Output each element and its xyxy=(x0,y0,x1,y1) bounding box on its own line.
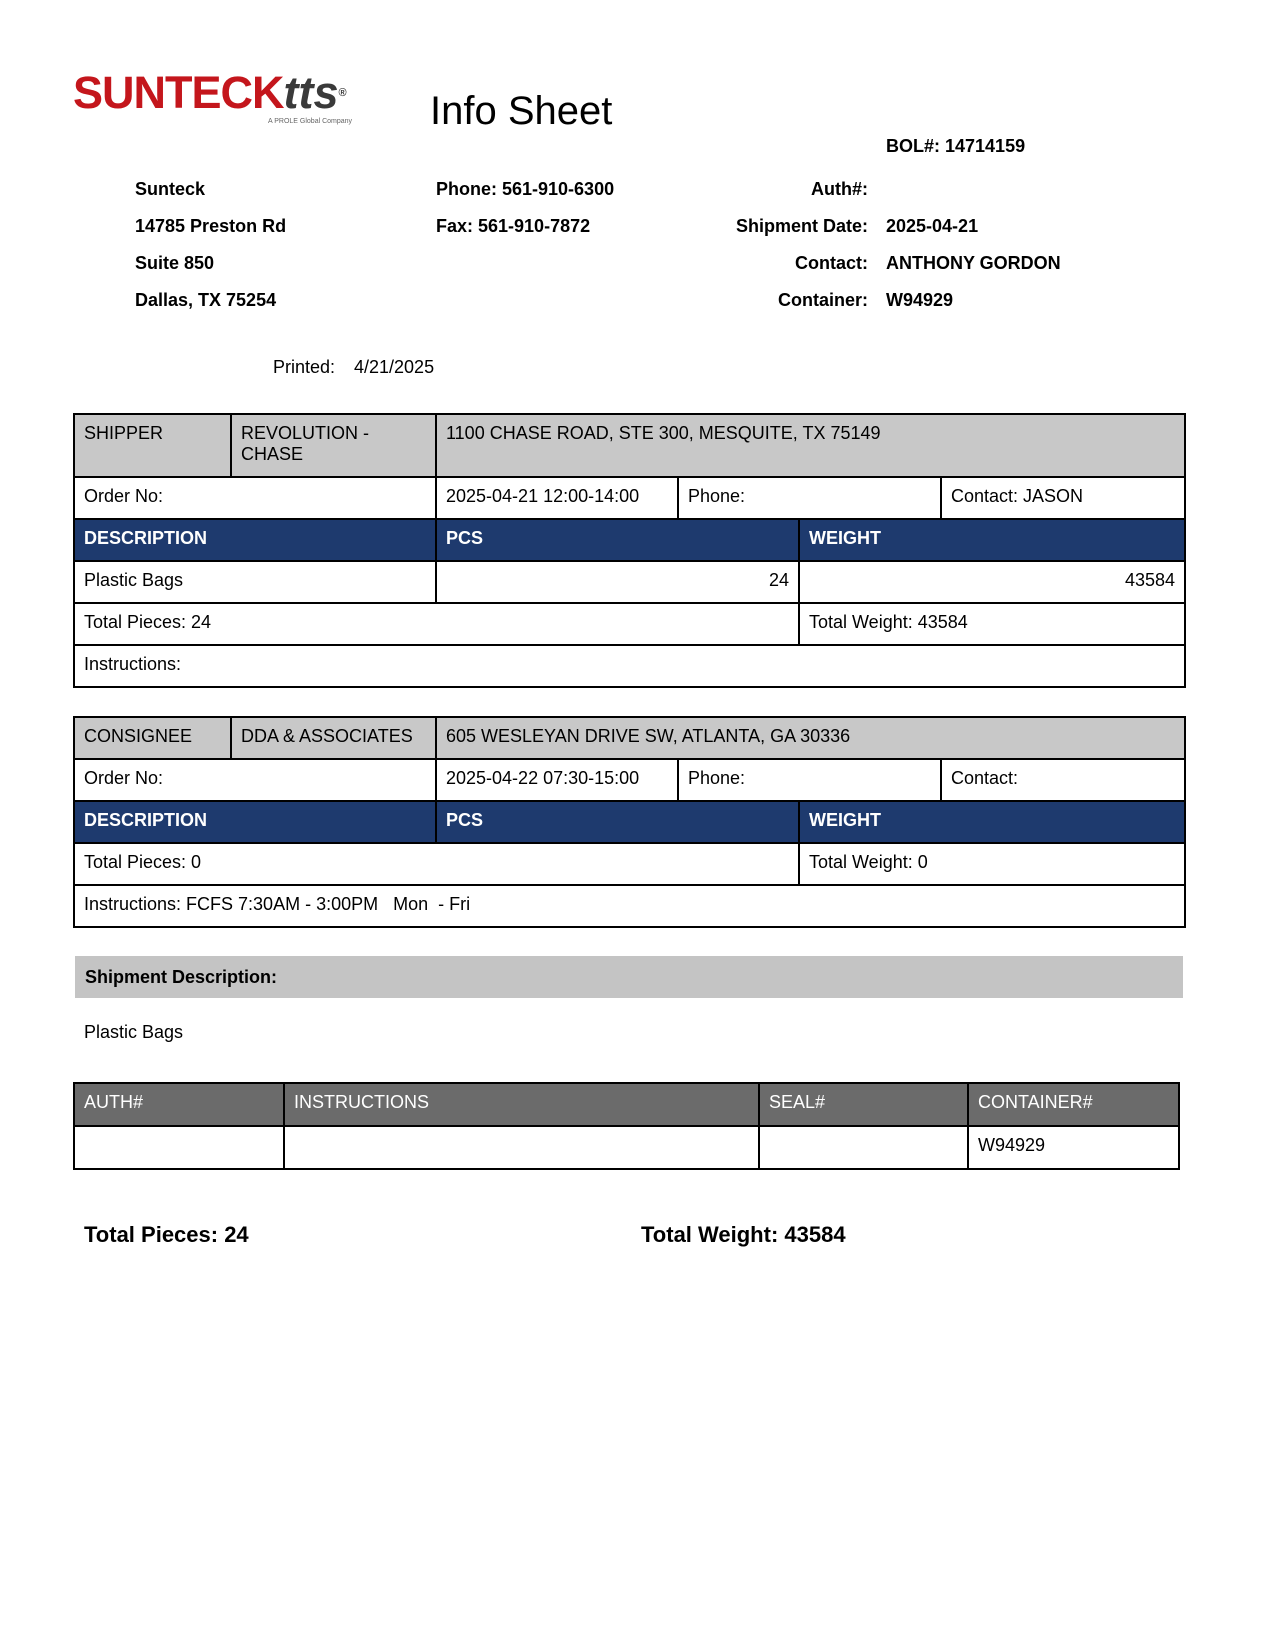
consignee-window: 2025-04-22 07:30-15:00 xyxy=(436,759,678,801)
consignee-header-description: DESCRIPTION xyxy=(74,801,436,843)
consignee-header-weight: WEIGHT xyxy=(799,801,1185,843)
logo-tagline: A PROLE Global Company xyxy=(268,118,353,125)
shipper-name: REVOLUTION - CHASE xyxy=(231,414,436,477)
logo-wordmark: SUNTECKtts® xyxy=(73,67,346,118)
instructions-header: INSTRUCTIONS xyxy=(284,1083,759,1126)
shipper-header-pcs: PCS xyxy=(436,519,799,561)
shipment-description-bar xyxy=(75,956,1183,998)
shipper-table xyxy=(73,413,1186,688)
bol-number: BOL#: 14714159 xyxy=(886,136,1026,156)
shipment-date-label: Shipment Date: xyxy=(735,216,868,236)
contact-label: Contact: xyxy=(795,253,868,273)
shipper-contact: Contact: JASON xyxy=(941,477,1185,519)
company-logo xyxy=(73,68,373,128)
container-cell: W94929 xyxy=(968,1126,1179,1169)
contact-value: ANTHONY GORDON xyxy=(886,253,1061,273)
consignee-total-pieces: Total Pieces: 0 xyxy=(74,843,799,885)
company-address1: 14785 Preston Rd xyxy=(135,216,287,236)
consignee-header-pcs: PCS xyxy=(436,801,799,843)
seal-cell xyxy=(759,1126,968,1169)
shipment-description-label: Shipment Description: xyxy=(85,967,278,987)
shipper-total-pieces: Total Pieces: 24 xyxy=(74,603,799,645)
shipper-role: SHIPPER xyxy=(74,414,231,477)
consignee-phone: Phone: xyxy=(678,759,941,801)
company-address2: Suite 850 xyxy=(135,253,215,273)
consignee-table xyxy=(73,716,1186,928)
shipper-item-weight: 43584 xyxy=(799,561,1185,603)
consignee-total-weight: Total Weight: 0 xyxy=(799,843,1185,885)
footer-total-pieces: Total Pieces: 24 xyxy=(84,1222,249,1247)
shipper-instructions: Instructions: xyxy=(74,645,1185,687)
company-phone: Phone: 561-910-6300 xyxy=(436,179,615,199)
consignee-order-no: Order No: xyxy=(74,759,436,801)
printed-label: Printed: xyxy=(273,357,336,377)
consignee-contact: Contact: xyxy=(941,759,1185,801)
auth-header: AUTH# xyxy=(74,1083,284,1126)
printed-date: 4/21/2025 xyxy=(354,357,435,377)
instructions-cell xyxy=(284,1126,759,1169)
shipper-item-description: Plastic Bags xyxy=(74,561,436,603)
seal-header: SEAL# xyxy=(759,1083,968,1126)
company-fax: Fax: 561-910-7872 xyxy=(436,216,591,236)
company-name: Sunteck xyxy=(135,179,206,199)
shipper-header-weight: WEIGHT xyxy=(799,519,1185,561)
shipper-header-description: DESCRIPTION xyxy=(74,519,436,561)
company-city: Dallas, TX 75254 xyxy=(135,290,277,310)
auth-label: Auth#: xyxy=(811,179,868,199)
auth-cell xyxy=(74,1126,284,1169)
shipper-window: 2025-04-21 12:00-14:00 xyxy=(436,477,678,519)
consignee-address: 605 WESLEYAN DRIVE SW, ATLANTA, GA 30336 xyxy=(436,717,1185,759)
container-label: Container: xyxy=(778,290,868,310)
page-title: Info Sheet xyxy=(430,89,613,133)
shipper-item-pcs: 24 xyxy=(436,561,799,603)
shipment-description-value: Plastic Bags xyxy=(84,1022,184,1042)
consignee-role: CONSIGNEE xyxy=(74,717,231,759)
shipper-order-no: Order No: xyxy=(74,477,436,519)
consignee-name: DDA & ASSOCIATES xyxy=(231,717,436,759)
auth-table xyxy=(73,1082,1180,1170)
shipper-total-weight: Total Weight: 43584 xyxy=(799,603,1185,645)
shipment-date-value: 2025-04-21 xyxy=(886,216,979,236)
consignee-instructions: Instructions: FCFS 7:30AM - 3:00PM Mon - Fri xyxy=(74,885,1185,927)
container-header: CONTAINER# xyxy=(968,1083,1179,1126)
shipper-address: 1100 CHASE ROAD, STE 300, MESQUITE, TX 75149 xyxy=(436,414,1185,477)
container-value: W94929 xyxy=(886,290,954,310)
shipper-phone: Phone: xyxy=(678,477,941,519)
footer-total-weight: Total Weight: 43584 xyxy=(641,1222,846,1247)
